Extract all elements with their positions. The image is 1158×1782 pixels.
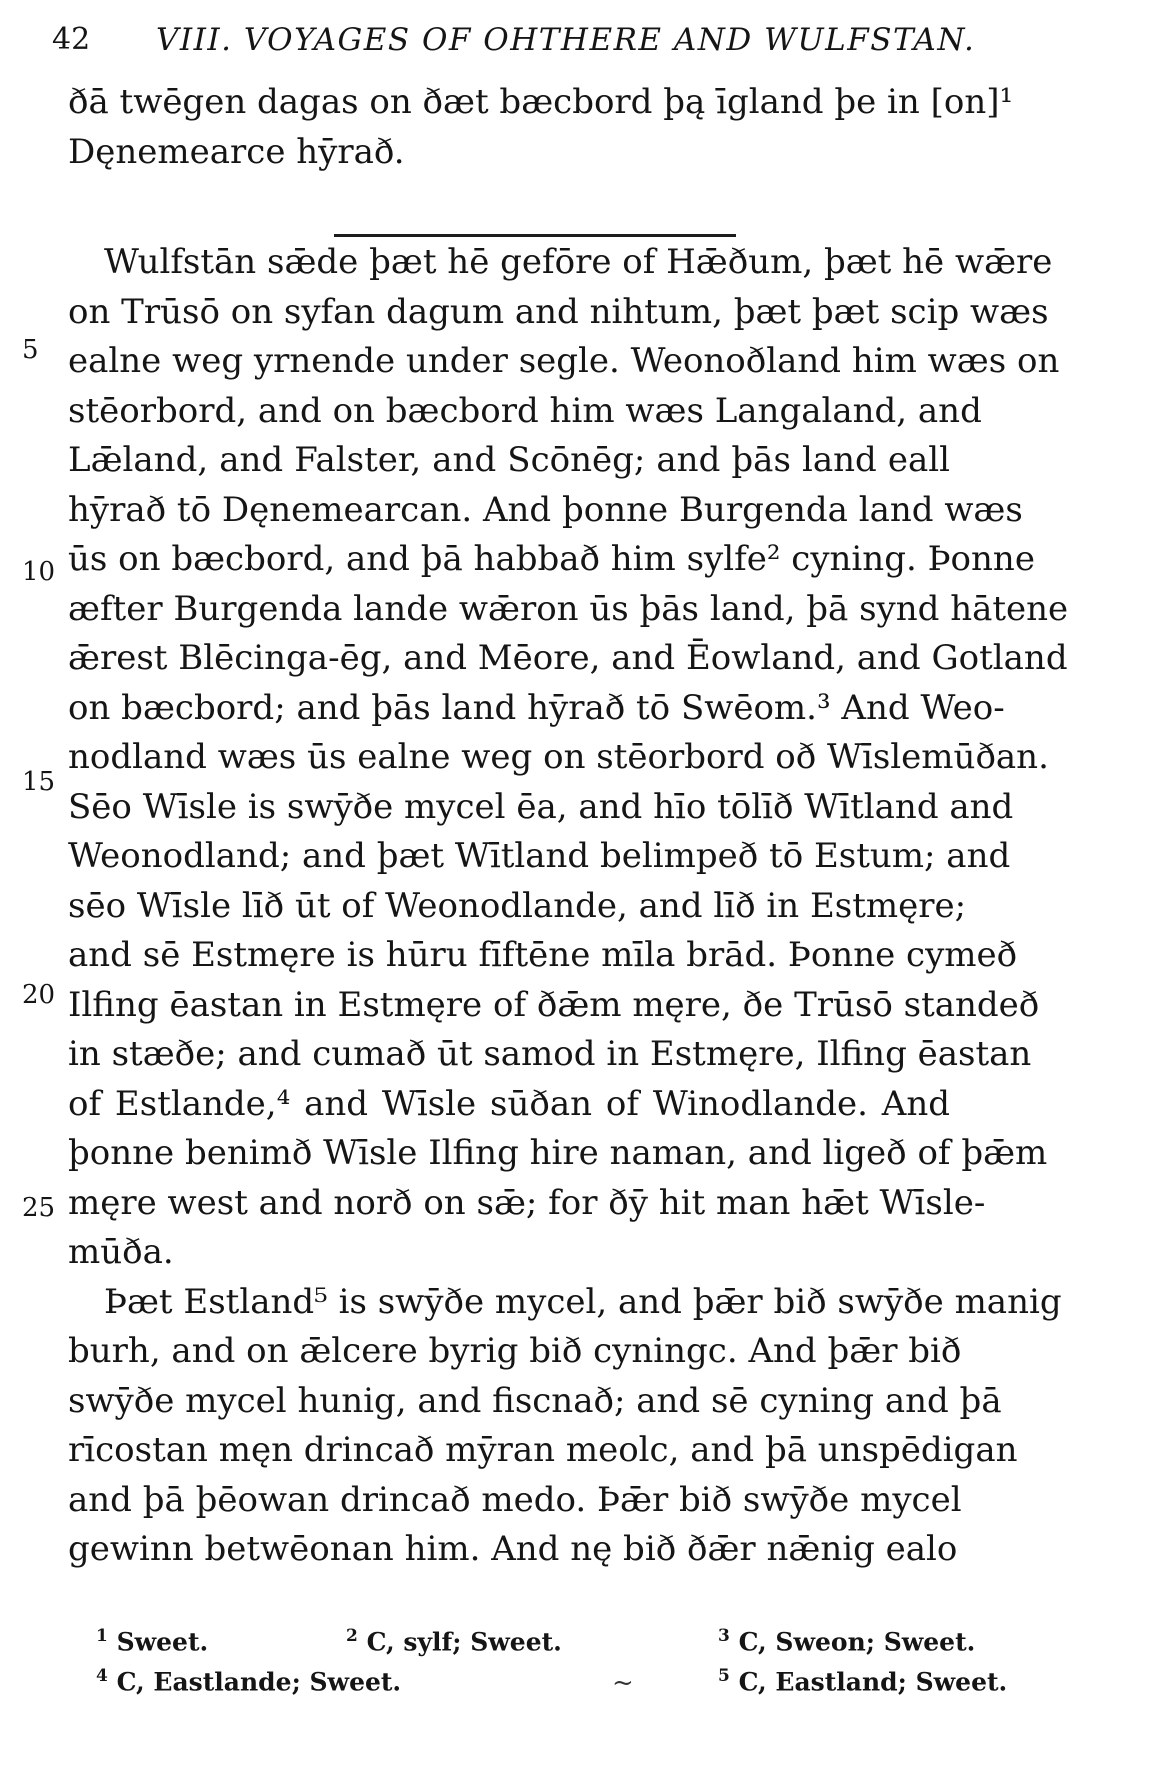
- footnote: [718, 1666, 1007, 1696]
- line-number: 15: [22, 767, 56, 797]
- text-line: Dęnemearce hȳrað.: [68, 131, 405, 172]
- text-line: mūða.: [68, 1232, 174, 1272]
- text-line: þonne benimð Wīsle Ilfing hire naman, and ligeð of þǣm: [68, 1133, 1048, 1173]
- footnote-text: C, sylf; Sweet.: [366, 1627, 562, 1657]
- text-line: ūs on bæcbord, and þā habbað him sylfe² cyning. Þonne: [68, 539, 1035, 579]
- top-paragraph: [68, 78, 1014, 177]
- page-number: 42: [52, 22, 91, 57]
- footnote-mark: 1: [96, 1626, 108, 1646]
- footnote-text: C, Eastland; Sweet.: [738, 1667, 1008, 1697]
- footnote: [718, 1626, 975, 1656]
- running-title: VIII. VOYAGES OF OHTHERE AND WULFSTAN.: [156, 22, 976, 58]
- footnote-text: Sweet.: [116, 1627, 209, 1657]
- text-line: Weonodland; and þæt Wītland belimpeð tō Estum; and: [68, 836, 1011, 876]
- text-line: Lǣland, and Falster, and Scōnēg; and þās land eall: [68, 440, 950, 480]
- text-line: æfter Burgenda lande wǣron ūs þās land, þā synd hātene: [68, 588, 1069, 629]
- text-line: sēo Wīsle līð ūt of Weonodlande, and līð in Estmęre;: [68, 885, 967, 926]
- text-line: and sē Estmęre is hūru fīftēne mīla brād. Þonne cymeð: [68, 935, 1018, 975]
- footnote: [96, 1666, 401, 1696]
- text-line: of Estlande,⁴ and Wīsle sūðan of Winodlande. And: [68, 1083, 950, 1124]
- text-line: ðā twēgen dagas on ðæt bæcbord þą īgland þe in [on]¹: [68, 82, 1014, 122]
- text-line: męre west and norð on sǣ; for ðȳ hit man hǣt Wīsle-: [68, 1182, 986, 1223]
- line-number: 25: [22, 1193, 56, 1223]
- text-line: Ilfing ēastan in Estmęre of ðǣm męre, ðe Trūsō standeð: [68, 984, 1040, 1025]
- text-line: rīcostan męn drincað mȳran meolc, and þā unspēdigan: [68, 1430, 1018, 1470]
- text-line: gewinn betwēonan him. And nę bið ðǣr nǣnig ealo: [68, 1529, 958, 1569]
- text-line: ealne weg yrnende under segle. Weonoðland him wæs on: [68, 341, 1060, 381]
- footnote-mark: 3: [718, 1626, 730, 1646]
- text-line: hȳrað tō Dęnemearcan. And þonne Burgenda land wæs: [68, 489, 1023, 530]
- text-line: nodland wæs ūs ealne weg on stēorbord oð Wīslemūðan.: [68, 737, 1049, 777]
- main-text: [68, 238, 1069, 1575]
- text-line: on Trūsō on syfan dagum and nihtum, þæt þæt scip wæs: [68, 291, 1049, 332]
- line-number: 10: [22, 557, 56, 587]
- printer-flourish: ~: [612, 1668, 634, 1698]
- text-line: and þā þēowan drincað medo. Þǣr bið swȳðe mycel: [68, 1479, 962, 1520]
- text-line: ǣrest Blēcinga-ēg, and Mēore, and Ēowland, and Gotland: [68, 638, 1068, 678]
- page-header: [52, 22, 1082, 62]
- text-line: Sēo Wīsle is swȳðe mycel ēa, and hīo tōlīð Wītland and: [68, 786, 1014, 827]
- text-line: in stæðe; and cumað ūt samod in Estmęre, Ilfing ēastan: [68, 1034, 1032, 1074]
- footnote-text: C, Sweon; Sweet.: [738, 1627, 976, 1657]
- line-number: 20: [22, 980, 56, 1010]
- section-divider: [334, 234, 736, 237]
- text-line: Wulfstān sǣde þæt hē gefōre of Hǣðum, þæt hē wǣre: [104, 242, 1053, 282]
- text-line: on bæcbord; and þās land hȳrað tō Swēom.³ And Weo-: [68, 687, 1005, 728]
- text-line: burh, and on ǣlcere byrig bið cyningc. And þǣr bið: [68, 1331, 962, 1371]
- footnote-mark: 5: [718, 1666, 730, 1686]
- footnote-mark: 2: [346, 1626, 358, 1646]
- text-line: swȳðe mycel hunig, and fiscnað; and sē cyning and þā: [68, 1380, 1002, 1421]
- footnote-mark: 4: [96, 1666, 108, 1686]
- footnote: [96, 1626, 208, 1656]
- text-line: Þæt Estland⁵ is swȳðe mycel, and þǣr bið swȳðe manig: [104, 1281, 1062, 1322]
- footnote: [346, 1626, 562, 1656]
- text-line: stēorbord, and on bæcbord him wæs Langaland, and: [68, 390, 982, 431]
- footnote-text: C, Eastlande; Sweet.: [116, 1667, 402, 1697]
- line-number: 5: [22, 335, 39, 365]
